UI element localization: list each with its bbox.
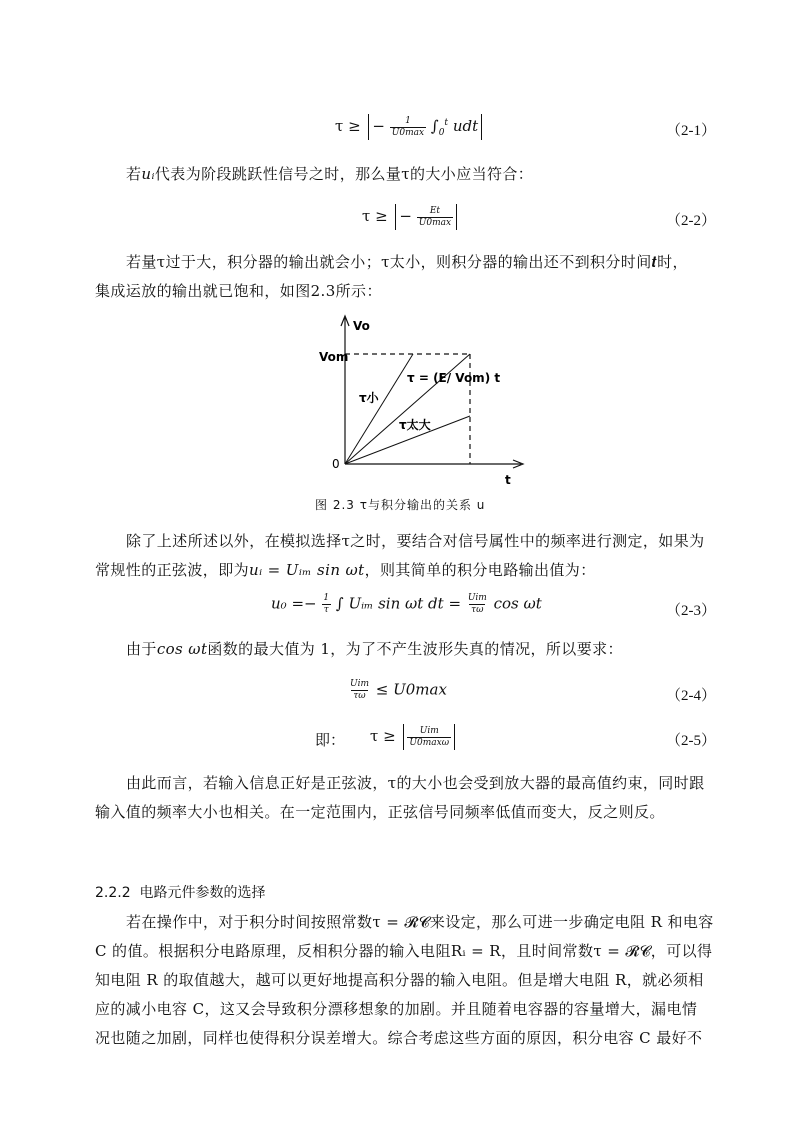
equation-2-3: u₀ =− $\frac{1}{\tau}$ ∫ Uᵢₘ sin ωt dt = $\frac{\text{Uim}}{\tau\omega}$ cos ωt: [271, 593, 542, 615]
eq1-fraction: $\frac{1}{U0\max}$: [391, 115, 425, 138]
paragraph-1: 若uᵢ代表为阶段跳跃性信号之时，那么量τ的大小应当符合：: [126, 165, 534, 183]
axis-y-label: Vo: [353, 319, 370, 333]
equation-2-5: τ ≥ $\frac{\text{Uim}}{U0\max\omega}$: [370, 724, 458, 750]
line-low-label: τ太大: [399, 418, 431, 432]
origin-label: 0: [332, 457, 340, 471]
equation-number-2-4: （2-4）: [666, 688, 716, 704]
paragraph-4: 由于cos ωt函数的最大值为 1，为了不产生波形失真的情况，所以要求：: [126, 640, 623, 658]
eq1-integrand: udt: [452, 117, 479, 135]
line-tau-small: [345, 354, 413, 464]
equation-2-5-prefix: 即：: [315, 731, 346, 749]
vom-label: Vom: [319, 350, 349, 364]
eq2-fraction: $\frac{Et}{U0\max}$: [418, 205, 452, 228]
paragraph-2: 若量τ过于大，积分器的输出就会小；τ太小，则积分器的输出还不到积分时间𝒕时， 集成运放的输出就已饱和，如图2.3所示：: [95, 253, 688, 300]
equation-number-2-1: （2-1）: [666, 123, 716, 139]
line-top-label: τ = (E/ Vom) t: [407, 371, 501, 385]
axis-x-label: t: [505, 473, 511, 487]
equation-2-1: τ ≥ − $\frac{1}{U0\max}$ $\int_0^t$ udt: [335, 114, 485, 140]
figure-caption: 图 2.3 τ与积分输出的关系 u: [315, 498, 486, 512]
equation-number-2-2: （2-2）: [666, 213, 716, 229]
eq1-lhs: τ ≥: [335, 117, 361, 135]
paragraph-3: 除了上述所述以外，在模拟选择τ之时，要结合对信号属性中的频率进行测定，如果为 常规性的正弦波，即为uᵢ = Uᵢₘ sin ωt，则其简单的积分电路输出值为：: [95, 532, 705, 579]
paragraph-5: 由此而言，若输入信息正好是正弦波，τ的大小也会受到放大器的最高值约束，同时跟 输入值的频率大小也相关。在一定范围内，正弦信号同频率低值而变大，反之则反。: [95, 774, 705, 821]
equation-2-4: $\frac{\text{Uim}}{\tau\omega}$ ≤ U0max: [350, 679, 447, 701]
equation-number-2-3: （2-3）: [666, 603, 716, 619]
equation-number-2-5: （2-5）: [666, 733, 716, 749]
equation-2-2: τ ≥ − $\frac{Et}{U0\max}$: [362, 204, 460, 230]
section-heading: 2.2.2 电路元件参数的选择: [95, 885, 266, 901]
paragraph-6: 若在操作中，对于积分时间按照常数τ = 𝓡𝓒来设定，那么可进一步确定电阻 R 和电容 C 的值。根据积分电路原理，反相积分器的输入电阻Rᵢ = R，且时间常数τ = 𝓡𝓒，可以得 知电阻 R 的取值越大，越可以更好地提高积分器的输入电阻。但是增大电阻 R，就必须相 应的减小电容 C，这又会导致积分漂移想象的加剧。并且随着电容器的容量增大，漏电情 况也随之加剧，同样也使得积分误差增大。综合考虑这些方面的原因，积分电容 C 最好不: [95, 913, 714, 1047]
line-mid-label: τ小: [359, 391, 379, 405]
figure-2-3: [315, 312, 530, 487]
